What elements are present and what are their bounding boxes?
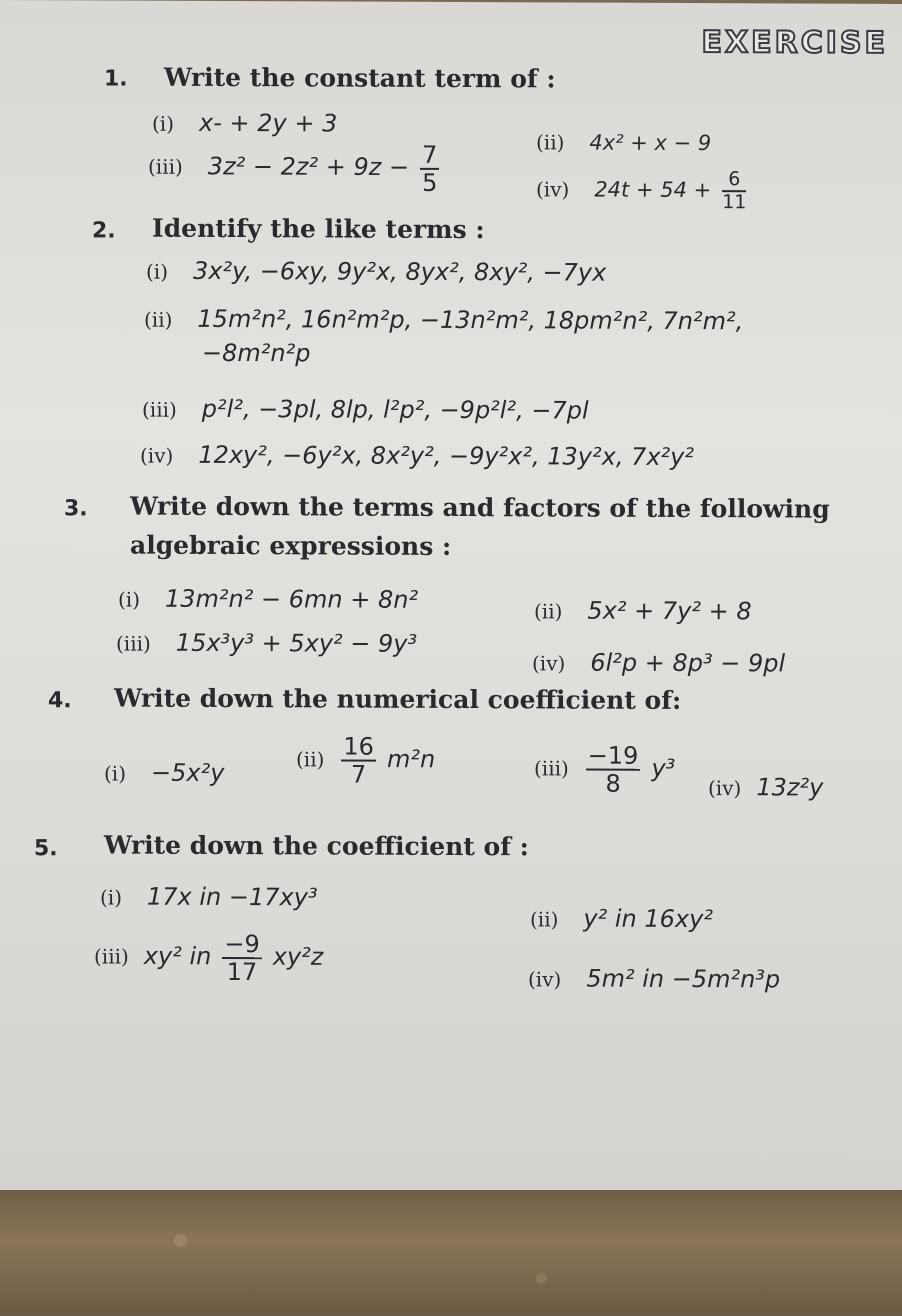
q3-item-iv — [532, 648, 785, 677]
q4-item-iv — [708, 773, 823, 802]
q4-item-iv-label: (iv) — [708, 776, 742, 801]
q2-item-i — [146, 257, 606, 287]
q3-item-i-expr: 13m²n² − 6mn + 8n² — [165, 584, 419, 614]
q1-item-ii-label: (ii) — [536, 130, 565, 155]
question-4-number: 4. — [48, 688, 72, 714]
q2-item-ii-expr-line2: −8m²n²p — [202, 338, 311, 368]
question-4-title: Write down the numerical coefficient of: — [114, 683, 682, 715]
q1-item-iv — [536, 168, 750, 213]
q2-item-iv — [140, 441, 694, 471]
q1-item-i — [152, 109, 337, 138]
q1-item-iv-fraction: $\frac{6}{11}$ — [722, 168, 747, 214]
q4-item-iii-label: (iii) — [534, 756, 569, 781]
q4-item-ii-expr: m²n — [386, 745, 436, 774]
q3-item-iii-label: (iii) — [116, 631, 151, 656]
q4-item-i-label: (i) — [104, 761, 127, 786]
q2-item-ii-label: (ii) — [144, 307, 173, 332]
q2-item-i-expr: 3x²y, −6xy, 9y²x, 8yx², 8xy², −7yx — [193, 256, 607, 287]
question-1-number: 1. — [104, 66, 128, 92]
question-2-title: Identify the like terms : — [152, 213, 485, 245]
q3-item-iv-expr: 6l²p + 8p³ − 9pl — [590, 648, 786, 678]
q4-item-i — [104, 758, 224, 787]
question-5-number: 5. — [34, 836, 58, 862]
q5-item-iii-fraction: $\frac{-9}{17}$ — [224, 929, 260, 987]
q4-item-iii-fraction: $\frac{-19}{8}$ — [587, 741, 639, 799]
q2-item-iv-label: (iv) — [140, 443, 174, 468]
q1-item-ii-expr: 4x² + x − 9 — [589, 130, 712, 156]
q1-item-i-label: (i) — [152, 111, 175, 136]
question-3-title-line2: algebraic expressions : — [130, 530, 452, 561]
q5-item-iii-expr: xy² in — [143, 942, 212, 971]
q1-item-i-expr: x- + 2y + 3 — [199, 108, 338, 138]
q4-item-iii — [534, 742, 675, 797]
q3-item-ii-label: (ii) — [534, 599, 563, 624]
q4-item-ii-fraction: $\frac{16}{7}$ — [343, 732, 374, 789]
question-1-title: Write the constant term of : — [164, 62, 556, 94]
q2-item-iii — [142, 395, 589, 425]
question-2-number: 2. — [92, 218, 116, 244]
exercise-badge: EXERCISE — [701, 25, 888, 61]
q3-item-iii — [116, 629, 417, 658]
q2-item-ii-continued — [202, 339, 310, 367]
q4-item-iv-expr: 13z²y — [756, 773, 824, 802]
q1-item-iii-fraction: $\frac{7}{5}$ — [422, 140, 438, 198]
q3-item-ii — [534, 596, 752, 625]
q4-item-i-expr: −5x²y — [151, 758, 225, 787]
q5-item-iii-label: (iii) — [94, 944, 129, 969]
q3-item-ii-expr: 5x² + 7y² + 8 — [587, 596, 752, 626]
q1-item-ii — [536, 130, 711, 156]
q3-item-i-label: (i) — [118, 587, 141, 612]
q5-item-iii-expr-tail: xy²z — [272, 942, 324, 971]
q2-item-ii-expr: 15m²n², 16n²m²p, −13n²m², 18pm²n², 7n²m², — [197, 304, 744, 336]
q5-item-ii-label: (ii) — [530, 907, 559, 932]
q5-item-iv-expr: 5m² in −5m²n³p — [586, 964, 781, 994]
q4-item-ii-label: (ii) — [296, 747, 325, 772]
q3-item-iv-label: (iv) — [532, 651, 566, 676]
q5-item-i-expr: 17x in −17xy³ — [147, 882, 318, 912]
q2-item-i-label: (i) — [146, 259, 169, 284]
question-3-number: 3. — [64, 496, 88, 522]
q5-item-i-label: (i) — [100, 885, 123, 910]
q2-item-iv-expr: 12xy², −6y²x, 8x²y², −9y²x², 13y²x, 7x²y² — [198, 440, 695, 472]
question-5-title: Write down the coefficient of : — [104, 830, 529, 862]
q1-item-iv-label: (iv) — [536, 177, 570, 202]
q5-item-ii-expr: y² in 16xy² — [583, 904, 713, 934]
q5-item-iv-label: (iv) — [528, 967, 562, 992]
q4-item-ii — [296, 733, 435, 788]
q1-item-iii-label: (iii) — [148, 155, 183, 180]
question-3-title-line1: Write down the terms and factors of the following — [130, 491, 830, 524]
q1-item-iii — [148, 141, 443, 197]
q4-item-iii-expr: y³ — [651, 754, 676, 783]
q3-item-i — [118, 585, 418, 614]
q2-item-iii-label: (iii) — [142, 397, 177, 422]
q2-item-ii — [144, 305, 743, 336]
q5-item-i — [100, 882, 318, 911]
q5-item-iv — [528, 964, 780, 993]
q5-item-iii — [94, 930, 323, 986]
q3-item-iii-expr: 15x³y³ + 5xy² − 9y³ — [175, 628, 418, 658]
q1-item-iv-expr: 24t + 54 + — [594, 177, 712, 202]
q2-item-iii-expr: p²l², −3pl, 8lp, l²p², −9p²l², −7pl — [201, 394, 589, 425]
q5-item-ii — [530, 904, 713, 933]
q1-item-iii-expr: 3z² − 2z² + 9z − — [207, 152, 410, 182]
table-surface — [0, 1190, 902, 1316]
